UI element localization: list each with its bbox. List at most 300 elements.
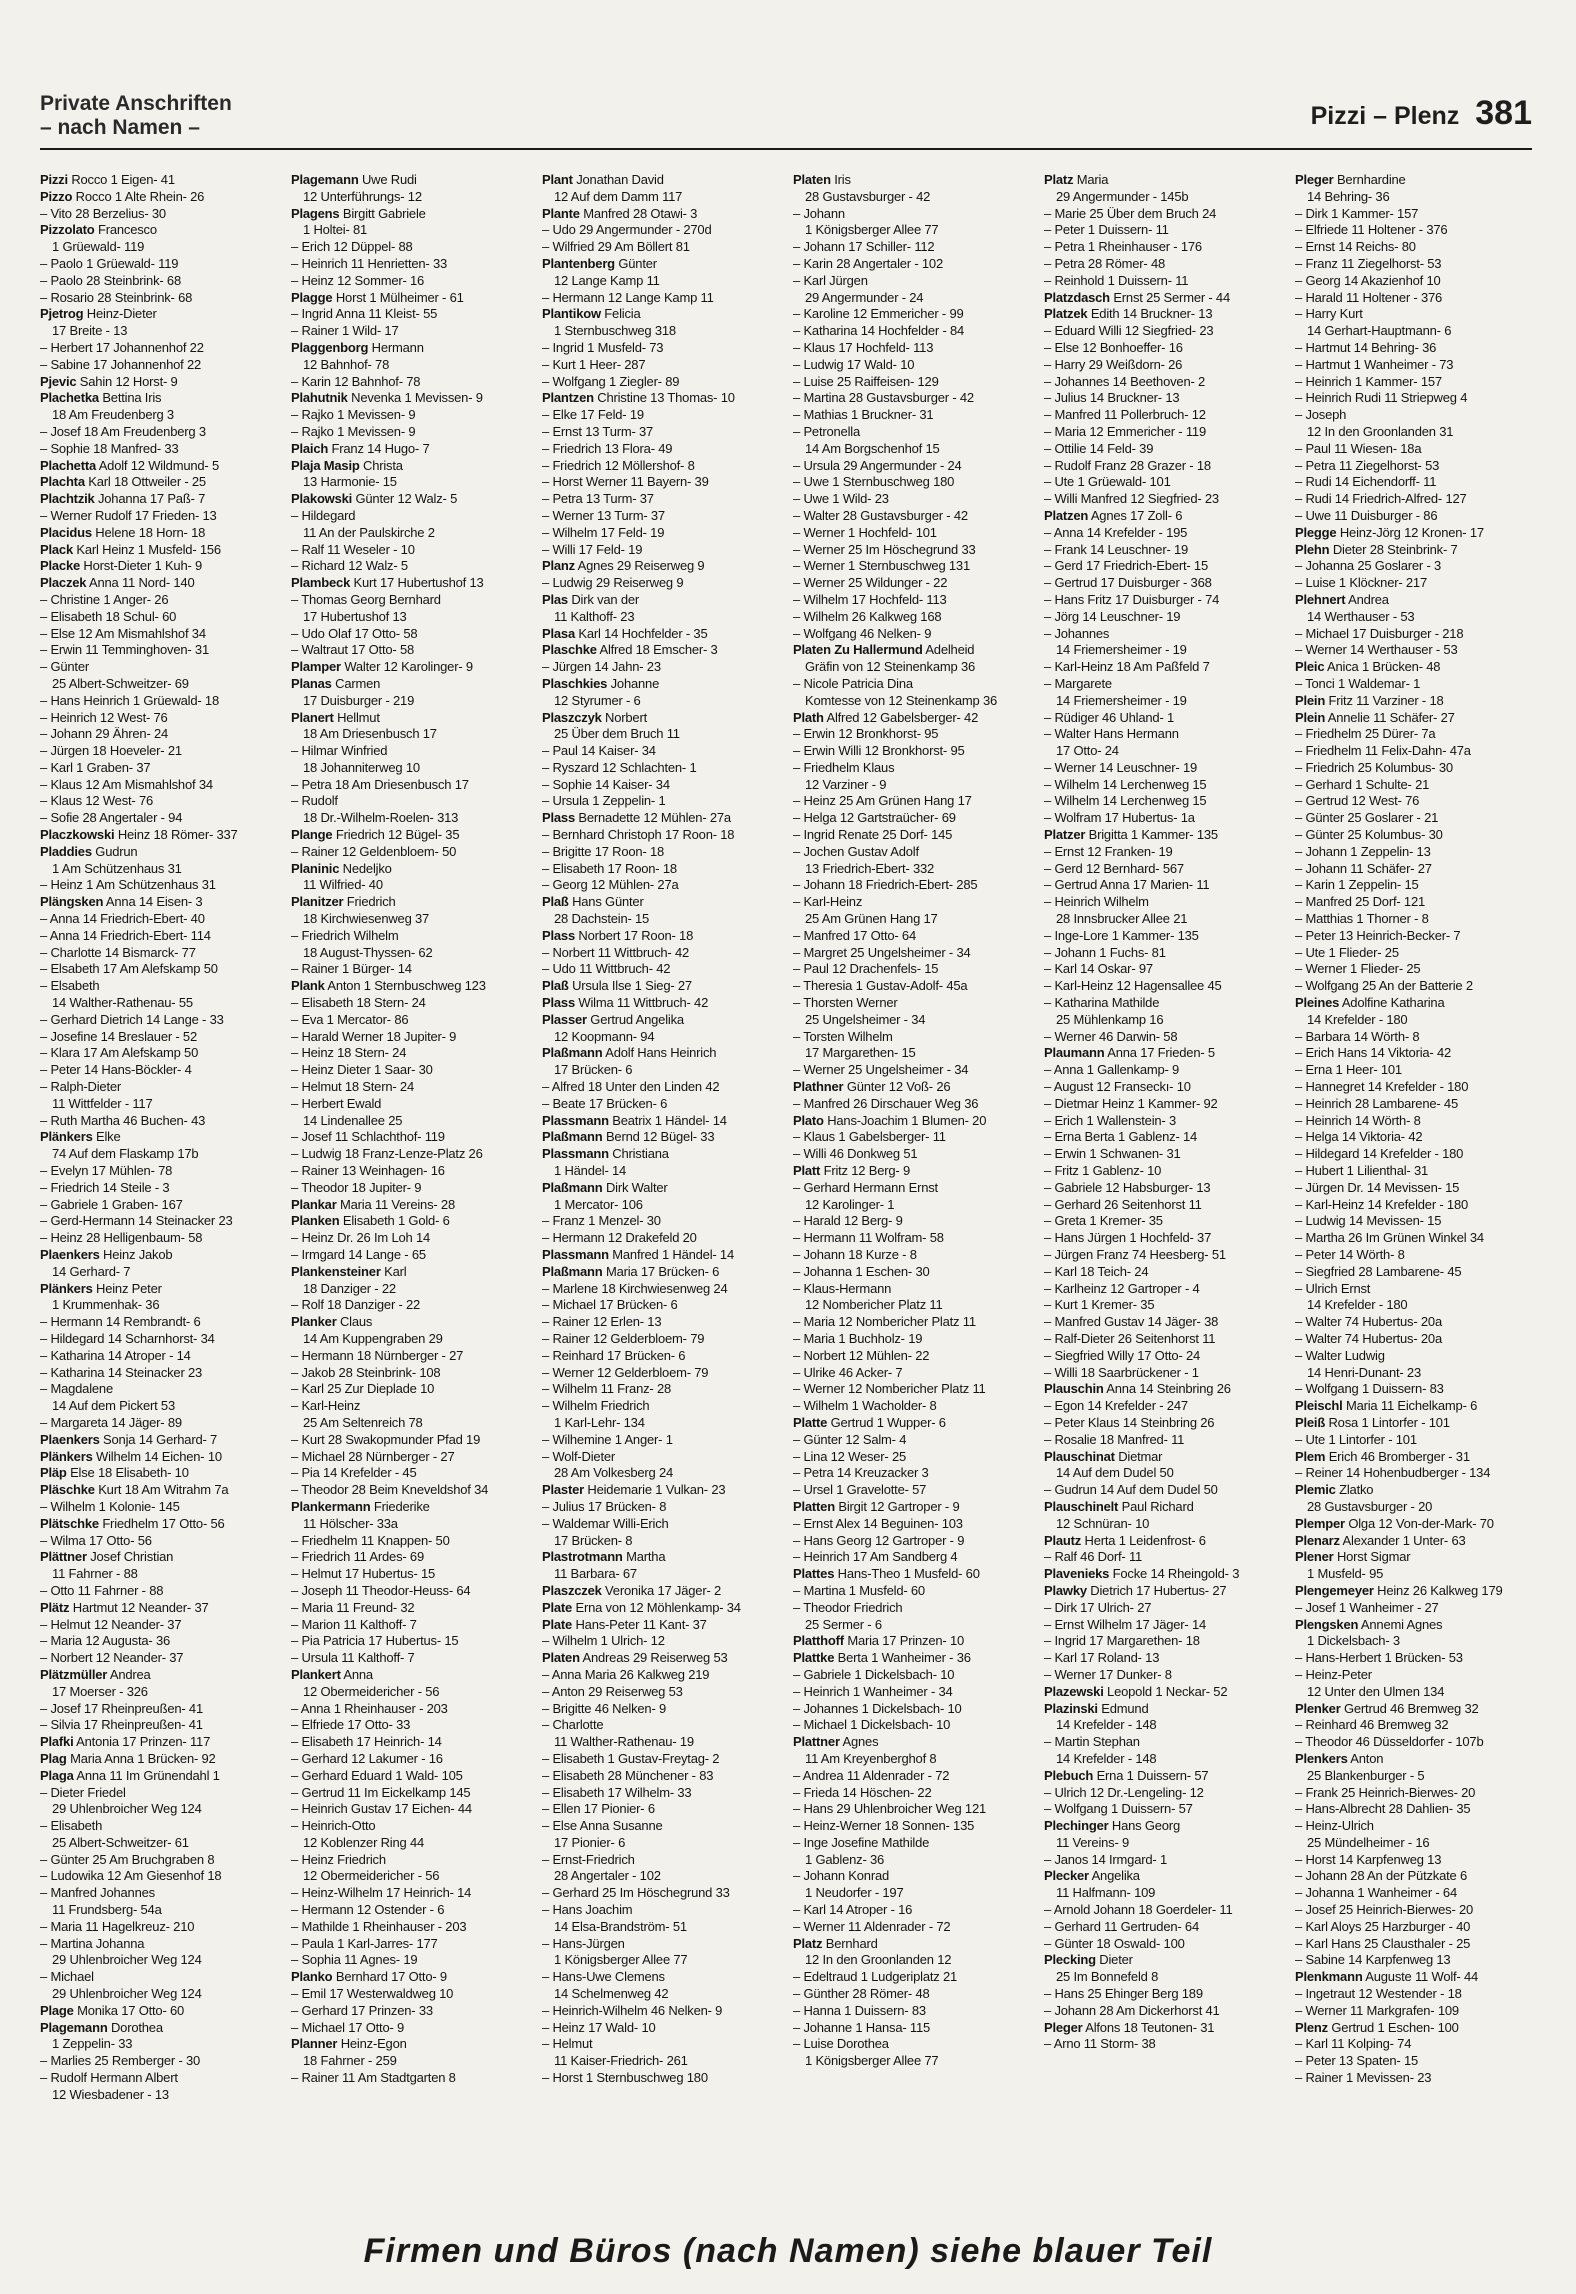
- directory-entry: Plachta Karl 18 Ottweiler - 25: [40, 474, 206, 490]
- directory-entry: – Martina 1 Musfeld- 60: [793, 1582, 925, 1598]
- directory-entry: – Günter 25 Kolumbus- 30: [1295, 827, 1443, 843]
- entry-surname: Pleiß: [1295, 1414, 1326, 1430]
- directory-entry: – Edeltraud 1 Ludgeriplatz 21: [793, 1969, 958, 1985]
- directory-entry: – Georg 12 Mühlen- 27a: [542, 877, 679, 893]
- directory-entry: 14 Am Kuppengraben 29: [303, 1330, 443, 1346]
- directory-entry: – Johanna 1 Wanheimer - 64: [1295, 1885, 1457, 1901]
- directory-entry: – Klaus-Hermann: [793, 1280, 892, 1296]
- directory-entry: – Willi Manfred 12 Siegfried- 23: [1044, 491, 1219, 507]
- directory-entry: – Maria 12 Nombericher Platz 11: [793, 1314, 976, 1330]
- directory-entry: Plakowski Günter 12 Walz- 5: [291, 491, 458, 507]
- directory-entry: – Karl-Heinz: [793, 894, 863, 910]
- directory-entry: – Gertrud 12 West- 76: [1295, 793, 1420, 809]
- directory-column-6: [1295, 172, 1532, 2220]
- directory-entry: – Gertrud Anna 17 Marien- 11: [1044, 877, 1210, 893]
- directory-entry: Plenz Gertrud 1 Eschen- 100: [1295, 2019, 1459, 2035]
- directory-entry: – Helmut 17 Hubertus- 15: [291, 1566, 436, 1582]
- directory-entry: Plenkmann Auguste 11 Wolf- 44: [1295, 1969, 1479, 1985]
- directory-entry: 28 Dachstein- 15: [554, 911, 650, 927]
- directory-entry: 17 Duisburger - 219: [303, 692, 415, 708]
- directory-entry: – Harry Kurt: [1295, 306, 1363, 322]
- directory-entry: – Johann 18 Kurze - 8: [793, 1247, 917, 1262]
- page-header: [40, 88, 1532, 150]
- directory-entry: – Werner 25 Wildunger - 22: [793, 575, 948, 591]
- entry-surname: Placidus: [40, 524, 92, 540]
- directory-entry: – Ulrike 46 Acker- 7: [793, 1364, 903, 1380]
- directory-entry: – Waldemar Willi-Erich: [542, 1515, 669, 1531]
- directory-entry: 12 Nombericher Platz 11: [805, 1297, 943, 1313]
- entry-surname: Plener: [1295, 1549, 1334, 1565]
- directory-entry: 1 Mercator- 106: [554, 1196, 643, 1212]
- directory-entry: – Petronella: [793, 423, 860, 439]
- directory-entry: – Ralf-Dieter 26 Seitenhorst 11: [1044, 1330, 1216, 1346]
- directory-entry: Pläp Else 18 Elisabeth- 10: [40, 1465, 189, 1481]
- directory-entry: – Magdalene: [40, 1381, 113, 1397]
- entry-surname: Plattner: [793, 1734, 840, 1750]
- directory-entry: – Reinhard 17 Brücken- 6: [542, 1347, 686, 1363]
- directory-entry: 1 Sternbuschweg 318: [554, 323, 676, 339]
- directory-entry: Plätzmüller Andrea: [40, 1666, 151, 1682]
- directory-entry: – Werner 14 Leuschner- 19: [1044, 759, 1198, 775]
- directory-entry: – Werner Rudolf 17 Frieden- 13: [40, 507, 217, 523]
- directory-entry: 28 Gustavsburger - 20: [1307, 1498, 1433, 1514]
- directory-entry: – Georg 14 Akazienhof 10: [1295, 272, 1441, 288]
- directory-entry: – Pia Patricia 17 Hubertus- 15: [291, 1633, 459, 1649]
- directory-entry: – Heinz-Ulrich: [1295, 1818, 1374, 1834]
- directory-entry: Plack Karl Heinz 1 Musfeld- 156: [40, 541, 221, 557]
- directory-entry: – Else 12 Am Mismahlshof 34: [40, 625, 206, 641]
- directory-entry: Plauschin Anna 14 Steinbring 26: [1044, 1381, 1231, 1397]
- directory-entry: 17 Brücken- 6: [554, 1062, 633, 1078]
- directory-entry: 12 Obermeidericher - 56: [303, 1683, 440, 1699]
- directory-entry: 29 Uhlenbroicher Weg 124: [52, 1952, 202, 1968]
- entry-surname: Plante: [542, 205, 580, 221]
- directory-entry: Plachtzik Johanna 17 Paß- 7: [40, 491, 206, 507]
- directory-entry: – Fritz 1 Gablenz- 10: [1044, 1163, 1162, 1179]
- directory-entry: – Wilhelm 26 Kalkweg 168: [793, 608, 942, 624]
- directory-entry: Plem Erich 46 Bromberger - 31: [1295, 1448, 1470, 1464]
- directory-entry: – Anna 14 Friedrich-Ebert- 40: [40, 911, 205, 927]
- directory-entry: 1 Grüewald- 119: [52, 239, 145, 255]
- directory-entry: – Ursula 29 Angermunder - 24: [793, 457, 962, 473]
- directory-entry: – Nicole Patricia Dina: [793, 675, 913, 691]
- directory-entry: – Friedhelm 11 Felix-Dahn- 47a: [1295, 743, 1471, 759]
- directory-entry: – Ingetraut 12 Westender - 18: [1295, 1986, 1462, 2002]
- directory-entry: Plänkers Heinz Peter: [40, 1280, 162, 1296]
- entry-surname: Plasser: [542, 1011, 587, 1027]
- directory-entry: – Irmgard 14 Lange - 65: [291, 1247, 426, 1262]
- directory-entry: 25 Albert-Schweitzer- 61: [52, 1834, 189, 1850]
- directory-entry: Placzek Anna 11 Nord- 140: [40, 575, 195, 591]
- entry-surname: Plankert: [291, 1666, 341, 1682]
- directory-entry: – Frank 14 Leuschner- 19: [1044, 541, 1189, 557]
- directory-entry: Gräfin von 12 Steinenkamp 36: [805, 659, 976, 675]
- directory-entry: – Silvia 17 Rheinpreußen- 41: [40, 1717, 203, 1733]
- directory-entry: – Martina 28 Gustavsburger - 42: [793, 390, 974, 406]
- directory-entry: – Reinhold 1 Duissern- 11: [1044, 272, 1189, 288]
- directory-entry: 29 Uhlenbroicher Weg 124: [52, 1801, 202, 1817]
- directory-entry: – Rudi 14 Friedrich-Alfred- 127: [1295, 491, 1467, 507]
- entry-surname: Platen: [793, 172, 831, 187]
- entry-surname: Plauschinat: [1044, 1448, 1115, 1464]
- directory-entry: 28 Gustavsburger - 42: [805, 188, 931, 204]
- directory-entry: – Elsabeth 17 Am Alefskamp 50: [40, 961, 218, 977]
- entry-surname: Plaßmann: [542, 1263, 603, 1279]
- directory-entry: – Rudolf Hermann Albert: [40, 2070, 178, 2086]
- name-range: Pizzi – Plenz: [1310, 102, 1460, 130]
- entry-surname: Plänkers: [40, 1129, 93, 1145]
- directory-entry: 1 Königsberger Allee 77: [805, 222, 939, 238]
- directory-entry: – Werner 12 Nombericher Platz 11: [793, 1381, 986, 1397]
- directory-entry: Platzer Brigitta 1 Kammer- 135: [1044, 827, 1218, 843]
- directory-entry: Pjevic Sahin 12 Horst- 9: [40, 373, 178, 389]
- directory-entry: Pleic Anica 1 Brücken- 48: [1295, 659, 1441, 675]
- directory-entry: – Werner 13 Turm- 37: [542, 507, 665, 523]
- entry-surname: Plätzmüller: [40, 1666, 108, 1682]
- directory-entry: – Jakob 28 Steinbrink- 108: [291, 1364, 441, 1380]
- directory-entry: 12 Koopmann- 94: [554, 1028, 655, 1044]
- directory-entry: – Karl Hans 25 Clausthaler - 25: [1295, 1935, 1471, 1951]
- directory-entry: – Wilhelm 1 Kolonie- 145: [40, 1498, 180, 1514]
- directory-entry: – Joseph: [1295, 407, 1347, 423]
- directory-entry: – Manfred 11 Pollerbruch- 12: [1044, 407, 1206, 423]
- entry-surname: Plengsken: [1295, 1616, 1359, 1632]
- directory-entry: Plemper Olga 12 Von-der-Mark- 70: [1295, 1515, 1494, 1531]
- directory-entry: – Horst 14 Karpfenweg 13: [1295, 1851, 1442, 1867]
- directory-entry: – Friedhelm 11 Knappen- 50: [291, 1532, 450, 1548]
- directory-entry: – Manfred Johannes: [40, 1885, 155, 1901]
- directory-entry: Plastrotmann Martha: [542, 1549, 666, 1565]
- directory-entry: – Margarete: [1044, 675, 1112, 691]
- directory-entry: Plätschke Friedhelm 17 Otto- 56: [40, 1515, 225, 1531]
- directory-entry: 1 Musfeld- 95: [1307, 1566, 1384, 1582]
- directory-entry: Plavenieks Focke 14 Rheingold- 3: [1044, 1566, 1240, 1582]
- directory-entry: – Manfred 26 Dirschauer Weg 36: [793, 1095, 979, 1111]
- directory-entry: – Hildegard 14 Krefelder - 180: [1295, 1146, 1464, 1162]
- directory-entry: 11 Kaiser-Friedrich- 261: [554, 2053, 688, 2069]
- directory-columns: [40, 172, 1532, 2220]
- entry-surname: Plein: [1295, 709, 1326, 725]
- directory-entry: – Karlheinz 12 Gartroper - 4: [1044, 1280, 1200, 1296]
- directory-entry: Plaich Franz 14 Hugo- 7: [291, 440, 430, 456]
- directory-entry: – Heinz-Werner 18 Sonnen- 135: [793, 1818, 975, 1834]
- directory-entry: – Jörg 14 Leuschner- 19: [1044, 608, 1181, 624]
- directory-entry: 18 Am Freudenberg 3: [52, 407, 174, 423]
- entry-surname: Plängsken: [40, 894, 104, 910]
- directory-entry: – Wilhelm 1 Wacholder- 8: [793, 1398, 937, 1414]
- entry-surname: Pizzi: [40, 172, 68, 187]
- directory-entry: 1 Neudorfer - 197: [805, 1885, 904, 1901]
- directory-entry: – Else 12 Bonhoeffer- 16: [1044, 339, 1183, 355]
- directory-entry: – Günter 25 Goslarer - 21: [1295, 810, 1439, 826]
- directory-entry: – Hans 25 Ehinger Berg 189: [1044, 1986, 1203, 2002]
- directory-entry: Plankar Maria 11 Vereins- 28: [291, 1196, 455, 1212]
- directory-entry: – Jürgen 14 Jahn- 23: [542, 659, 661, 675]
- entry-surname: Plass: [542, 927, 575, 943]
- directory-entry: 18 Dr.-Wilhelm-Roelen- 313: [303, 810, 459, 826]
- directory-entry: 18 Danziger - 22: [303, 1280, 396, 1296]
- directory-entry: – Michael 28 Nürnberger - 27: [291, 1448, 455, 1464]
- directory-entry: – Erich Hans 14 Viktoria- 42: [1295, 1045, 1452, 1061]
- entry-surname: Plaga: [40, 1767, 74, 1783]
- directory-entry: – Gerhard Eduard 1 Wald- 105: [291, 1767, 463, 1783]
- directory-entry: – Ursula 11 Kalthoff- 7: [291, 1650, 415, 1666]
- directory-entry: Plänkers Wilhelm 14 Eichen- 10: [40, 1448, 222, 1464]
- entry-surname: Plecking: [1044, 1952, 1096, 1968]
- directory-entry: – Josef 11 Schlachthof- 119: [291, 1129, 445, 1145]
- directory-entry: – Heinz 25 Am Grünen Hang 17: [793, 793, 972, 809]
- directory-entry: Plenker Gertrud 46 Bremweg 32: [1295, 1700, 1479, 1716]
- entry-surname: Planner: [291, 2036, 338, 2052]
- directory-entry: Platt Fritz 12 Berg- 9: [793, 1163, 910, 1179]
- directory-entry: Plemic Zlatko: [1295, 1482, 1374, 1498]
- entry-surname: Plakowski: [291, 491, 353, 507]
- entry-surname: Pizzolato: [40, 222, 95, 238]
- directory-entry: – Dieter Friedel: [40, 1784, 126, 1800]
- directory-entry: – Ruth Martha 46 Buchen- 43: [40, 1112, 206, 1128]
- directory-entry: Plath Alfred 12 Gabelsberger- 42: [793, 709, 979, 725]
- directory-entry: – Gerhard 12 Lakumer - 16: [291, 1750, 443, 1766]
- directory-entry: Plengsken Annemi Agnes: [1295, 1616, 1443, 1632]
- directory-entry: Platthoff Maria 17 Prinzen- 10: [793, 1633, 965, 1649]
- entry-surname: Plättner: [40, 1549, 87, 1565]
- entry-surname: Plenker: [1295, 1700, 1341, 1716]
- directory-entry: Plasser Gertrud Angelika: [542, 1011, 684, 1027]
- directory-entry: – Hilmar Winfried: [291, 743, 388, 759]
- directory-entry: – Maria 11 Hagelkreuz- 210: [40, 1918, 195, 1934]
- directory-entry: – Paula 1 Karl-Jarres- 177: [291, 1935, 438, 1951]
- directory-entry: Platz Maria: [1044, 172, 1109, 187]
- entry-surname: Platzdasch: [1044, 289, 1110, 305]
- directory-entry: – Johann Konrad: [793, 1868, 890, 1884]
- directory-entry: – Brigitte 46 Nelken- 9: [542, 1700, 667, 1716]
- entry-surname: Plaßmann: [542, 1129, 603, 1145]
- directory-entry: – Werner 11 Aldenrader - 72: [793, 1918, 951, 1934]
- directory-entry: – Charlotte: [542, 1717, 604, 1733]
- directory-entry: Planas Carmen: [291, 675, 381, 691]
- entry-surname: Plachtzik: [40, 491, 95, 507]
- entry-surname: Plass: [542, 810, 575, 826]
- entry-surname: Pladdies: [40, 843, 92, 859]
- directory-entry: 17 Otto- 24: [1056, 743, 1119, 759]
- directory-entry: 14 Henri-Dunant- 23: [1307, 1364, 1421, 1380]
- directory-entry: – Franz 1 Menzel- 30: [542, 1213, 661, 1229]
- directory-entry: Plaßmann Dirk Walter: [542, 1179, 668, 1195]
- directory-entry: – Hanna 1 Duissern- 83: [793, 2002, 926, 2018]
- directory-entry: 11 Walther-Rathenau- 19: [554, 1734, 694, 1750]
- directory-entry: – Gerhard 11 Gertruden- 64: [1044, 1918, 1199, 1934]
- directory-entry: – Kurt 1 Heer- 287: [542, 356, 646, 372]
- directory-entry: Plengemeyer Heinz 26 Kalkweg 179: [1295, 1582, 1503, 1598]
- directory-entry: – Reiner 14 Hohenbudberger - 134: [1295, 1465, 1491, 1481]
- directory-entry: – Josefine 14 Breslauer - 52: [40, 1028, 197, 1044]
- directory-entry: 18 Fahrner - 259: [303, 2053, 397, 2069]
- directory-entry: – Wolf-Dieter: [542, 1448, 616, 1464]
- entry-surname: Plambeck: [291, 575, 351, 591]
- directory-entry: – Friedhelm Klaus: [793, 759, 895, 775]
- directory-entry: Plagge Horst 1 Mülheimer - 61: [291, 289, 464, 305]
- directory-entry: – Herbert 17 Johannenhof 22: [40, 339, 204, 355]
- entry-surname: Platten: [793, 1498, 835, 1514]
- directory-entry: – Friedrich 14 Steile - 3: [40, 1179, 170, 1195]
- entry-surname: Plastrotmann: [542, 1549, 623, 1565]
- directory-entry: – Rainer 1 Mevissen- 23: [1295, 2070, 1432, 2086]
- directory-entry: – Gerhard Dietrich 14 Lange - 33: [40, 1011, 224, 1027]
- directory-entry: 17 Breite - 13: [52, 323, 128, 339]
- directory-entry: – Josef 1 Wanheimer - 27: [1295, 1599, 1439, 1615]
- entry-surname: Plassmann: [542, 1112, 609, 1128]
- directory-entry: – Matthias 1 Thorner - 8: [1295, 911, 1429, 927]
- directory-entry: Pleiß Rosa 1 Lintorfer - 101: [1295, 1414, 1450, 1430]
- directory-entry: Plenarz Alexander 1 Unter- 63: [1295, 1532, 1466, 1548]
- entry-surname: Plaßmann: [542, 1179, 603, 1195]
- entry-surname: Plankensteiner: [291, 1263, 381, 1279]
- entry-surname: Plänkers: [40, 1280, 93, 1296]
- directory-entry: – Heinz 17 Wald- 10: [542, 2019, 656, 2035]
- directory-entry: 12 In den Groonlanden 31: [1307, 423, 1454, 439]
- directory-entry: – Thomas Georg Bernhard: [291, 591, 441, 607]
- directory-entry: 1 Am Schützenhaus 31: [52, 860, 182, 876]
- directory-entry: – Helmut 12 Neander- 37: [40, 1616, 182, 1632]
- entry-surname: Plemic: [1295, 1482, 1336, 1498]
- directory-entry: – Heinz-Peter: [1295, 1666, 1372, 1682]
- directory-entry: – Marie 25 Über dem Bruch 24: [1044, 205, 1217, 221]
- directory-entry: – Peter 14 Hans-Böckler- 4: [40, 1062, 192, 1078]
- entry-surname: Plegge: [1295, 524, 1337, 540]
- directory-entry: – Norbert 12 Mühlen- 22: [793, 1347, 930, 1363]
- directory-entry: – Gerd-Hermann 14 Steinacker 23: [40, 1213, 233, 1229]
- directory-entry: Plas Dirk van der: [542, 591, 640, 607]
- directory-entry: Plankensteiner Karl: [291, 1263, 407, 1279]
- directory-entry: – Wolfgang 1 Duissern- 83: [1295, 1381, 1444, 1397]
- directory-entry: – Elfriede 11 Holtener - 376: [1295, 222, 1448, 238]
- entry-surname: Plawky: [1044, 1582, 1087, 1598]
- directory-entry: 29 Uhlenbroicher Weg 124: [52, 1986, 202, 2002]
- directory-entry: – Gertrud 11 Im Eickelkamp 145: [291, 1784, 471, 1800]
- directory-entry: – Marion 11 Kalthoff- 7: [291, 1616, 417, 1632]
- directory-entry: – Luise 1 Klöckner- 217: [1295, 575, 1427, 591]
- directory-entry: Plauschinat Dietmar: [1044, 1448, 1163, 1464]
- directory-entry: – Dirk 1 Kammer- 157: [1295, 205, 1419, 221]
- directory-entry: Plehn Dieter 28 Steinbrink- 7: [1295, 541, 1458, 557]
- directory-entry: – Johann 28 An der Pützkate 6: [1295, 1868, 1467, 1884]
- directory-entry: – Horst 1 Sternbuschweg 180: [542, 2070, 708, 2086]
- directory-entry: – Lina 12 Weser- 25: [793, 1448, 907, 1464]
- entry-surname: Plengemeyer: [1295, 1582, 1374, 1598]
- directory-entry: Pläschke Kurt 18 Am Witrahm 7a: [40, 1482, 229, 1498]
- entry-surname: Plattke: [793, 1650, 835, 1666]
- directory-entry: – Margareta 14 Jäger- 89: [40, 1414, 182, 1430]
- directory-entry: – Siegfried Willy 17 Otto- 24: [1044, 1347, 1201, 1363]
- directory-entry: Pleger Bernhardine: [1295, 172, 1406, 187]
- directory-entry: – Helga 12 Gartstraücher- 69: [793, 810, 956, 826]
- directory-entry: – Harald 11 Holtener - 376: [1295, 289, 1443, 305]
- directory-entry: Plaszczek Veronika 17 Jäger- 2: [542, 1582, 722, 1598]
- directory-entry: Plaszczyk Norbert: [542, 709, 648, 725]
- entry-surname: Plaenkers: [40, 1431, 100, 1447]
- entry-surname: Plamper: [291, 659, 341, 675]
- directory-entry: 25 Ungelsheimer - 34: [805, 1011, 926, 1027]
- directory-entry: 25 Am Grünen Hang 17: [805, 911, 938, 927]
- directory-entry: Plachetka Bettina Iris: [40, 390, 162, 406]
- directory-entry: – Pia 14 Krefelder - 45: [291, 1465, 417, 1481]
- directory-entry: – Wilhemine 1 Anger- 1: [542, 1431, 673, 1447]
- directory-entry: – Jochen Gustav Adolf: [793, 843, 919, 859]
- directory-entry: – Johann 11 Schäfer- 27: [1295, 860, 1432, 876]
- entry-surname: Plass: [542, 995, 575, 1011]
- directory-entry: – Johann 17 Schiller- 112: [793, 239, 935, 255]
- entry-surname: Plank: [291, 978, 325, 994]
- directory-entry: – Ulrich Ernst: [1295, 1280, 1371, 1296]
- directory-entry: Plaja Masip Christa: [291, 457, 403, 473]
- directory-entry: – Ingrid 17 Margarethen- 18: [1044, 1633, 1200, 1649]
- entry-surname: Pjetrog: [40, 306, 84, 322]
- directory-entry: 28 Angertaler - 102: [554, 1868, 661, 1884]
- directory-entry: – Bernhard Christoph 17 Roon- 18: [542, 827, 735, 843]
- directory-entry: 12 Obermeidericher - 56: [303, 1868, 440, 1884]
- directory-entry: – Ralf 46 Dorf- 11: [1044, 1549, 1143, 1565]
- directory-entry: – Michael 1 Dickelsbach- 10: [793, 1717, 951, 1733]
- directory-entry: – Udo 29 Angermunder - 270d: [542, 222, 712, 238]
- directory-entry: 14 Friemersheimer - 19: [1056, 692, 1187, 708]
- directory-entry: – Heinz-Wilhelm 17 Heinrich- 14: [291, 1885, 472, 1901]
- directory-entry: – Anna 14 Friedrich-Ebert- 114: [40, 927, 211, 943]
- directory-entry: Pizzolato Francesco: [40, 222, 157, 238]
- directory-entry: – Wolfram 17 Hubertus- 1a: [1044, 810, 1195, 826]
- directory-entry: 29 Angermunder - 145b: [1056, 188, 1189, 204]
- directory-entry: Plener Horst Sigmar: [1295, 1549, 1411, 1565]
- directory-entry: – Wolfgang 46 Nelken- 9: [793, 625, 932, 641]
- directory-entry: 11 Vereins- 9: [1056, 1834, 1130, 1850]
- entry-surname: Planas: [291, 675, 332, 691]
- directory-entry: – Paolo 28 Steinbrink- 68: [40, 272, 181, 288]
- directory-entry: – Hans Georg 12 Gartroper - 9: [793, 1532, 965, 1548]
- directory-entry: 25 Albert-Schweitzer- 69: [52, 675, 189, 691]
- entry-surname: Plautz: [1044, 1532, 1082, 1548]
- directory-entry: – Herbert Ewald: [291, 1095, 382, 1111]
- directory-entry: – Johann: [793, 205, 845, 221]
- directory-entry: Plantikow Felicia: [542, 306, 641, 322]
- directory-entry: – Mathias 1 Bruckner- 31: [793, 407, 934, 423]
- directory-entry: – Rajko 1 Mevissen- 9: [291, 407, 416, 423]
- directory-entry: – Johann 1 Fuchs- 81: [1044, 944, 1166, 960]
- directory-entry: – Katharina 14 Atroper - 14: [40, 1347, 191, 1363]
- directory-entry: – Wolfgang 1 Ziegler- 89: [542, 373, 680, 389]
- directory-entry: Pizzo Rocco 1 Alte Rhein- 26: [40, 188, 205, 204]
- directory-entry: – Theodor Friedrich: [793, 1599, 903, 1615]
- entry-surname: Platz: [793, 1935, 823, 1951]
- directory-entry: – Katharina Mathilde: [1044, 995, 1160, 1011]
- entry-surname: Pleger: [1044, 2019, 1083, 2035]
- directory-entry: – Rainer 1 Wild- 17: [291, 323, 399, 339]
- entry-surname: Plate: [542, 1616, 573, 1632]
- entry-surname: Plaschkies: [542, 675, 608, 691]
- directory-entry: – Anton 29 Reiserweg 53: [542, 1683, 683, 1699]
- directory-entry: – Ernst Wilhelm 17 Jäger- 14: [1044, 1616, 1207, 1632]
- directory-entry: – Evelyn 17 Mühlen- 78: [40, 1163, 173, 1179]
- directory-entry: 74 Auf dem Flaskamp 17b: [52, 1146, 199, 1162]
- entry-surname: Plenarz: [1295, 1532, 1340, 1548]
- directory-entry: 11 An der Paulskirche 2: [303, 524, 435, 540]
- directory-entry: – Helmut 18 Stern- 24: [291, 1079, 414, 1095]
- directory-entry: – Elisabeth 17 Wilhelm- 33: [542, 1784, 692, 1800]
- directory-entry: – Franz 11 Ziegelhorst- 53: [1295, 255, 1442, 271]
- directory-entry: – Gerd 12 Bernhard- 567: [1044, 860, 1184, 876]
- directory-entry: Platten Birgit 12 Gartroper - 9: [793, 1498, 960, 1514]
- entry-surname: Plenkers: [1295, 1750, 1348, 1766]
- directory-entry: – Karl 14 Oskar- 97: [1044, 961, 1153, 977]
- directory-entry: Plautz Herta 1 Leidenfrost- 6: [1044, 1532, 1206, 1548]
